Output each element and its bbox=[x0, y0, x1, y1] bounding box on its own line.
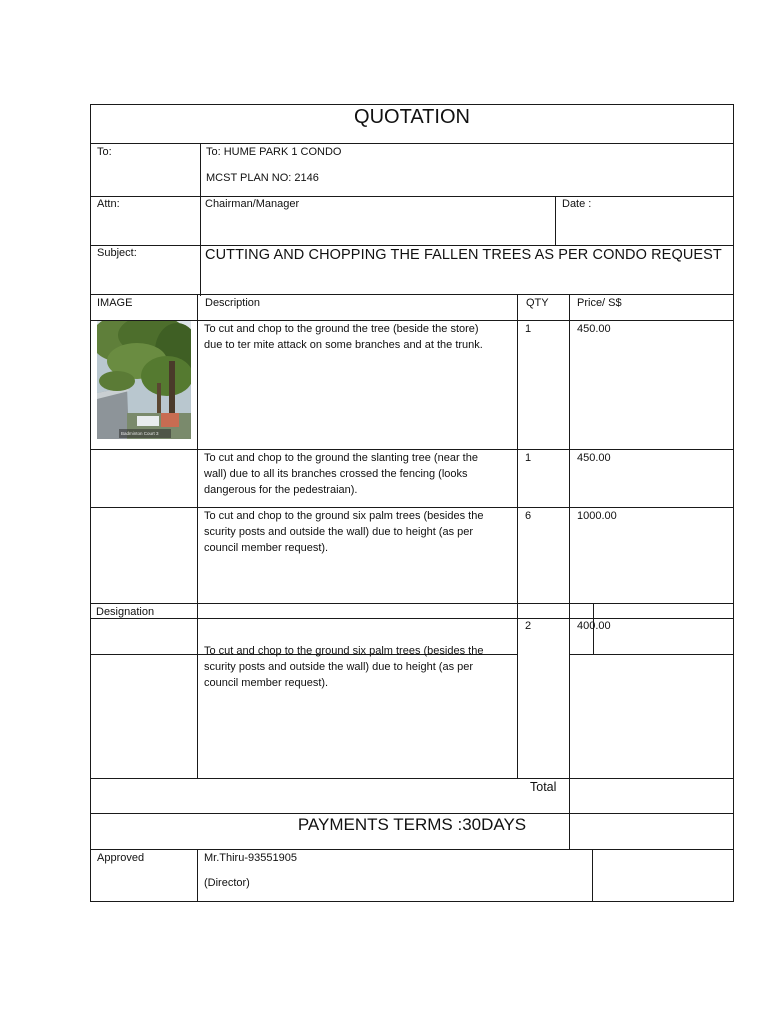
subject-value: CUTTING AND CHOPPING THE FALLEN TREES AS PER CONDO REQUEST bbox=[205, 247, 722, 263]
item-4-price: 400.00 bbox=[577, 620, 611, 632]
table-border-bottom bbox=[90, 901, 734, 902]
item-2-desc-line-3: dangerous for the pedestraian). bbox=[204, 484, 358, 496]
mcst-plan: MCST PLAN NO: 2146 bbox=[206, 172, 319, 184]
item-2-desc-line-1: To cut and chop to the ground the slanting tree (near the bbox=[204, 452, 478, 464]
to-name: To: HUME PARK 1 CONDO bbox=[206, 146, 342, 158]
row-rule bbox=[90, 813, 734, 814]
total-label: Total bbox=[530, 780, 557, 794]
item-3-description bbox=[204, 508, 511, 556]
item-4-desc-line-1: To cut and chop to the ground six palm trees (besides the bbox=[204, 645, 484, 657]
designation-label: Designation bbox=[96, 606, 155, 618]
item-3-desc-line-3: council member request). bbox=[204, 542, 329, 554]
item-1-description bbox=[204, 321, 511, 353]
header-qty: QTY bbox=[526, 297, 549, 309]
item-2-price: 450.00 bbox=[577, 452, 611, 464]
col-rule-date bbox=[555, 196, 556, 246]
item-4-qty: 2 bbox=[525, 620, 532, 632]
header-image: IMAGE bbox=[97, 297, 133, 309]
subject-label: Subject: bbox=[97, 247, 137, 259]
tree-photo-caption: Badminton Court 3 bbox=[121, 431, 159, 436]
item-3-desc-line-2: scurity posts and outside the wall) due to height (as per bbox=[204, 526, 474, 538]
attn-value: Chairman/Manager bbox=[205, 198, 300, 210]
date-label: Date : bbox=[562, 198, 592, 210]
row-rule bbox=[90, 849, 734, 850]
table-border-left bbox=[90, 104, 91, 902]
row-rule bbox=[90, 196, 734, 197]
header-description: Description bbox=[205, 297, 261, 309]
item-2-description bbox=[204, 450, 511, 498]
col-rule-approved-right bbox=[592, 849, 593, 902]
col-rule-approved bbox=[197, 849, 198, 902]
attn-label: Attn: bbox=[97, 198, 120, 210]
row-rule bbox=[90, 778, 734, 779]
item-1-qty: 1 bbox=[525, 323, 532, 335]
tree-photo bbox=[97, 321, 191, 439]
row-rule bbox=[90, 294, 734, 295]
col-rule-label bbox=[200, 143, 201, 296]
row-rule bbox=[90, 245, 734, 246]
col-rule-image bbox=[197, 294, 198, 779]
item-3-price: 1000.00 bbox=[577, 510, 617, 522]
item-1-desc-line-1: To cut and chop to the ground the tree (beside the store) bbox=[204, 323, 479, 335]
item-4-desc-line-2: scurity posts and outside the wall) due to height (as per bbox=[204, 661, 474, 673]
item-3-qty: 6 bbox=[525, 510, 532, 522]
item-1-price: 450.00 bbox=[577, 323, 611, 335]
row-rule bbox=[90, 603, 734, 604]
to-label: To: bbox=[97, 146, 112, 158]
item-4-desc-line-3: council member request). bbox=[204, 677, 329, 689]
approver-title: (Director) bbox=[204, 877, 250, 889]
header-price: Price/ S$ bbox=[577, 297, 622, 309]
item-3-desc-line-1: To cut and chop to the ground six palm trees (besides the bbox=[204, 510, 484, 522]
item-4-description bbox=[204, 643, 511, 691]
item-2-desc-line-2: wall) due to all its branches crossed the fencing (looks bbox=[204, 468, 468, 480]
item-2-qty: 1 bbox=[525, 452, 532, 464]
table-border-right bbox=[733, 104, 734, 902]
row-rule bbox=[90, 618, 734, 619]
payment-terms: PAYMENTS TERMS :30DAYS bbox=[297, 815, 527, 834]
col-rule-price bbox=[569, 294, 570, 849]
col-rule-qty bbox=[517, 294, 518, 779]
item-1-desc-line-2: due to ter mite attack on some branches and at the trunk. bbox=[204, 339, 483, 351]
table-border-top bbox=[90, 104, 734, 105]
approver-name: Mr.Thiru-93551905 bbox=[204, 852, 297, 864]
row-rule bbox=[90, 143, 734, 144]
approved-label: Approved bbox=[97, 852, 145, 864]
document-title: QUOTATION bbox=[354, 106, 470, 128]
